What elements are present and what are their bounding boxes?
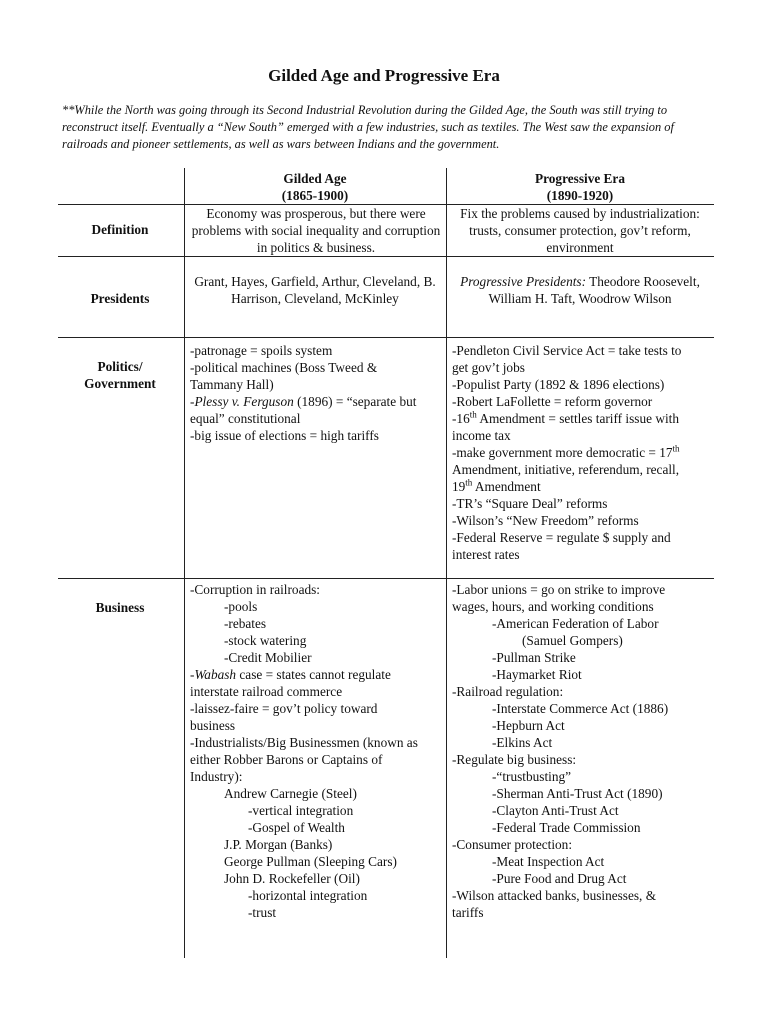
list-item: Amendment, initiative, referendum, recall, bbox=[452, 462, 680, 477]
politics-gilded bbox=[190, 342, 444, 444]
list-item: income tax bbox=[452, 428, 511, 443]
presidents-gilded: Grant, Hayes, Garfield, Arthur, Cleveland, B. Harrison, Cleveland, McKinley bbox=[194, 274, 436, 306]
list-item bbox=[190, 393, 444, 410]
list-item: -vertical integration bbox=[248, 803, 354, 818]
list-item: -Credit Mobilier bbox=[224, 650, 312, 665]
list-item: -Robert LaFollette = reform governor bbox=[452, 394, 653, 409]
list-item: -American Federation of Labor bbox=[492, 616, 659, 631]
row-divider bbox=[58, 578, 714, 579]
list-item-text: 19 bbox=[452, 479, 466, 494]
list-item-text: case = states cannot regulate bbox=[236, 667, 391, 682]
list-item: -Labor unions = go on strike to improve bbox=[452, 582, 666, 597]
business-gilded bbox=[190, 581, 444, 921]
row-label-business: Business bbox=[95, 600, 145, 615]
list-item: -Regulate big business: bbox=[452, 752, 577, 767]
row-label-presidents: Presidents bbox=[90, 291, 150, 306]
list-item: -Hepburn Act bbox=[492, 718, 565, 733]
column-name: Gilded Age bbox=[283, 171, 347, 186]
list-item: Industry): bbox=[190, 769, 243, 784]
business-progressive bbox=[452, 581, 712, 921]
list-item: -Interstate Commerce Act (1886) bbox=[492, 701, 669, 716]
presidents-progressive-prefix: Progressive Presidents: bbox=[460, 274, 587, 289]
list-item: get gov’t jobs bbox=[452, 360, 525, 375]
column-name: Progressive Era bbox=[535, 171, 625, 186]
column-years: (1865-1900) bbox=[281, 188, 349, 203]
list-item: -Industrialists/Big Businessmen (known as bbox=[190, 735, 418, 750]
list-item: John D. Rockefeller (Oil) bbox=[224, 871, 360, 886]
column-header-progressive bbox=[448, 170, 712, 204]
list-item: -“trustbusting” bbox=[492, 769, 572, 784]
list-item: equal” constitutional bbox=[190, 411, 301, 426]
list-item: -political machines (Boss Tweed & bbox=[190, 360, 378, 375]
list-item: Tammany Hall) bbox=[190, 377, 274, 392]
list-item: interstate railroad commerce bbox=[190, 684, 343, 699]
politics-progressive bbox=[452, 342, 712, 563]
presidents-progressive bbox=[454, 273, 706, 307]
list-item: George Pullman (Sleeping Cars) bbox=[224, 854, 397, 869]
list-item: wages, hours, and working conditions bbox=[452, 599, 654, 614]
list-item: J.P. Morgan (Banks) bbox=[224, 837, 333, 852]
list-item: -Federal Trade Commission bbox=[492, 820, 641, 835]
list-item-text: Amendment bbox=[472, 479, 541, 494]
list-item: -laissez-faire = gov’t policy toward bbox=[190, 701, 378, 716]
ordinal-suffix: th bbox=[672, 443, 680, 454]
list-item: -Meat Inspection Act bbox=[492, 854, 605, 869]
list-item: -Federal Reserve = regulate $ supply and bbox=[452, 530, 671, 545]
list-item: -patronage = spoils system bbox=[190, 343, 333, 358]
column-years: (1890-1920) bbox=[546, 188, 614, 203]
row-label-line: Government bbox=[84, 376, 156, 391]
list-item: -Wilson’s “New Freedom” reforms bbox=[452, 513, 639, 528]
list-item-text: - bbox=[190, 667, 195, 682]
list-item-text: Amendment = settles tariff issue with bbox=[476, 411, 679, 426]
list-item: -Pendleton Civil Service Act = take tests to bbox=[452, 343, 682, 358]
column-divider-left bbox=[184, 168, 185, 958]
row-divider bbox=[58, 337, 714, 338]
ordinal-suffix: th bbox=[465, 477, 473, 488]
list-item bbox=[452, 444, 712, 461]
list-item: -Consumer protection: bbox=[452, 837, 573, 852]
definition-progressive: Fix the problems caused by industrialization: trusts, consumer protection, gov’t reform, environment bbox=[460, 206, 700, 255]
list-item: -Elkins Act bbox=[492, 735, 553, 750]
list-item bbox=[452, 410, 712, 427]
intro-paragraph: **While the North was going through its Second Industrial Revolution during the Gilded Age, the South was still trying to reconstruct itself. Eventually a “New South” emerged with a few industries, such as textiles. The West saw the expansion of railroads and pioneer settlements, as well as wars between Indians and the government. bbox=[62, 103, 674, 151]
column-header-gilded bbox=[186, 170, 444, 204]
page-title: Gilded Age and Progressive Era bbox=[268, 66, 500, 85]
list-item: -TR’s “Square Deal” reforms bbox=[452, 496, 608, 511]
list-item: -pools bbox=[224, 599, 258, 614]
list-item: -Populist Party (1892 & 1896 elections) bbox=[452, 377, 665, 392]
presidents-progressive-list: Theodore Roosevelt, William H. Taft, Woodrow Wilson bbox=[488, 274, 700, 306]
list-item: -Wilson attacked banks, businesses, & bbox=[452, 888, 657, 903]
list-item-text: - bbox=[190, 394, 195, 409]
case-name: Plessy v. Ferguson bbox=[194, 394, 294, 409]
case-name: Wabash bbox=[194, 667, 237, 682]
list-item bbox=[452, 478, 712, 495]
row-divider bbox=[58, 256, 714, 257]
list-item: -Railroad regulation: bbox=[452, 684, 564, 699]
row-label-definition: Definition bbox=[91, 222, 149, 237]
list-item bbox=[190, 666, 444, 683]
list-item: -trust bbox=[248, 905, 277, 920]
list-item: -big issue of elections = high tariffs bbox=[190, 428, 379, 443]
ordinal-suffix: th bbox=[469, 409, 477, 420]
list-item: -stock watering bbox=[224, 633, 307, 648]
list-item: -Pullman Strike bbox=[492, 650, 576, 665]
list-item: -Gospel of Wealth bbox=[248, 820, 345, 835]
list-item: -Haymarket Riot bbox=[492, 667, 582, 682]
list-item: -Pure Food and Drug Act bbox=[492, 871, 627, 886]
definition-gilded: Economy was prosperous, but there were problems with social inequality and corruption in politics & business. bbox=[191, 206, 441, 255]
row-label-line: Politics/ bbox=[97, 359, 143, 374]
list-item: -Clayton Anti-Trust Act bbox=[492, 803, 619, 818]
list-item: -Sherman Anti-Trust Act (1890) bbox=[492, 786, 663, 801]
list-item: interest rates bbox=[452, 547, 520, 562]
list-item: either Robber Barons or Captains of bbox=[190, 752, 383, 767]
list-item: -Corruption in railroads: bbox=[190, 582, 320, 597]
list-item: business bbox=[190, 718, 236, 733]
list-item: tariffs bbox=[452, 905, 484, 920]
column-divider-right bbox=[446, 168, 447, 958]
list-item-text: -make government more democratic = 17 bbox=[452, 445, 673, 460]
list-item: -horizontal integration bbox=[248, 888, 368, 903]
list-item-text: (1896) = “separate but bbox=[293, 394, 417, 409]
list-item-text: -16 bbox=[452, 411, 470, 426]
list-item: (Samuel Gompers) bbox=[522, 633, 623, 648]
list-item: Andrew Carnegie (Steel) bbox=[224, 786, 357, 801]
row-label-politics bbox=[60, 358, 180, 392]
list-item: -rebates bbox=[224, 616, 267, 631]
